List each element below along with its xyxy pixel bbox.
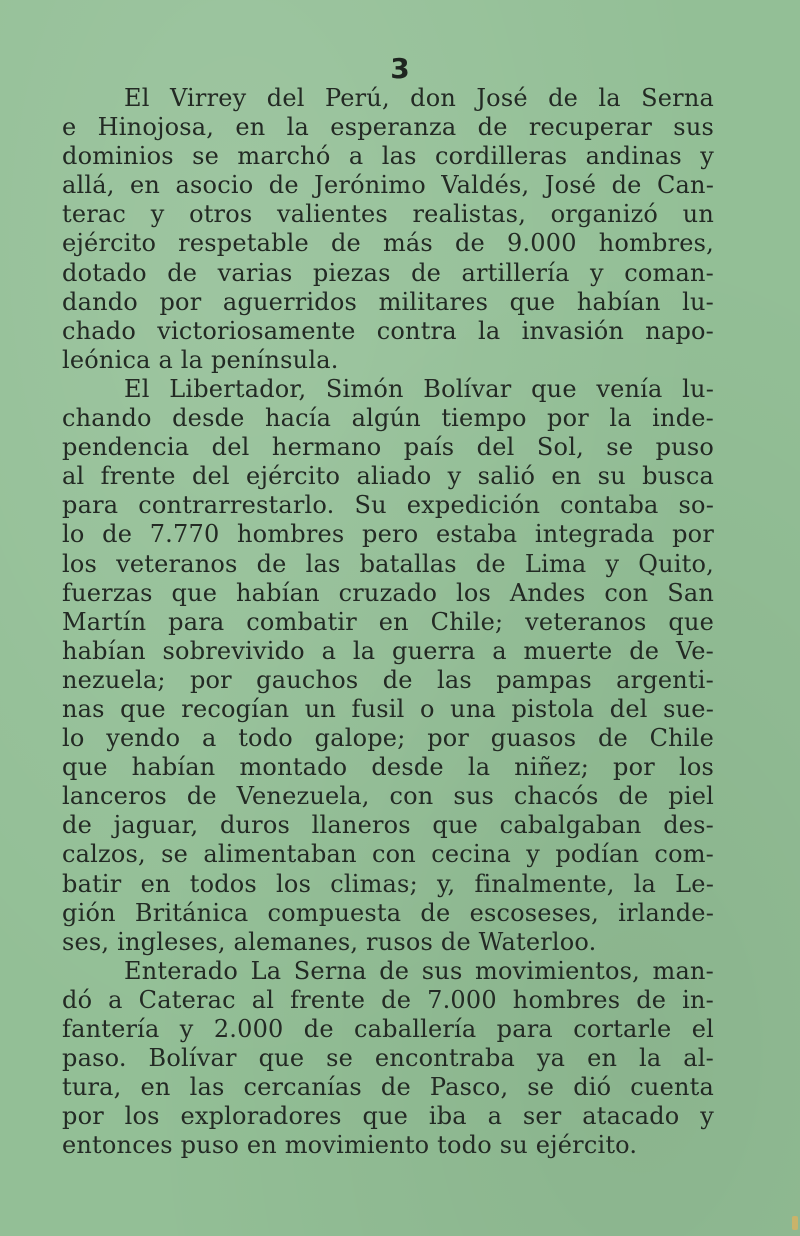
text-line: calzos, se alimentaban con cecina y podían com- (62, 840, 714, 869)
text-line: al frente del ejército aliado y salió en su busca (62, 462, 714, 491)
text-line: habían sobrevivido a la guerra a muerte de Ve- (62, 636, 714, 665)
text-line: gión Británica compuesta de escoseses, irlande- (62, 898, 714, 927)
text-line: lo de 7.770 hombres pero estaba integrada por (62, 520, 714, 549)
text-line: chando desde hacía algún tiempo por la inde- (62, 404, 714, 433)
text-line: nas que recogían un fusil o una pistola del sue- (62, 694, 714, 723)
text-line: e Hinojosa, en la esperanza de recuperar sus (62, 113, 714, 142)
text-line: El Libertador, Simón Bolívar que venía lu- (124, 374, 714, 403)
text-line: lo yendo a todo galope; por guasos de Chile (62, 724, 714, 753)
text-line: fantería y 2.000 de caballería para cortarle el (62, 1015, 714, 1043)
text-line: dominios se marchó a las cordilleras andinas y (62, 142, 714, 171)
text-line: entonces puso en movimiento todo su ejército. (62, 1131, 638, 1160)
text-line: El Virrey del Perú, don José de la Serna (124, 84, 714, 112)
text-line: pendencia del hermano país del Sol, se puso (62, 433, 714, 462)
text-line: leónica a la península. (62, 345, 339, 374)
text-line: Enterado La Serna de sus movimientos, man- (124, 956, 714, 985)
text-line: paso. Bolívar que se encontraba ya en la al- (62, 1044, 714, 1073)
text-line: los veteranos de las batallas de Lima y Quito, (62, 549, 714, 578)
page-number: 3 (390, 52, 410, 85)
text-line: por los exploradores que iba a ser atacado y (62, 1102, 714, 1131)
text-line: fuerzas que habían cruzado los Andes con San (62, 578, 714, 607)
text-line: de jaguar, duros llaneros que cabalgaban des- (62, 811, 714, 840)
page-edge-mark (792, 1216, 798, 1230)
text-line: nezuela; por gauchos de las pampas argenti- (62, 665, 714, 694)
text-line: para contrarrestarlo. Su expedición contaba so- (62, 491, 714, 520)
text-line: batir en todos los climas; y, finalmente, la Le- (62, 869, 714, 898)
text-line: dó a Caterac al frente de 7.000 hombres de in- (62, 985, 714, 1014)
text-line: chado victoriosamente contra la invasión napo- (62, 316, 714, 345)
body-text (62, 84, 714, 1160)
text-line: ejército respetable de más de 9.000 hombres, (62, 229, 714, 258)
text-line: lanceros de Venezuela, con sus chacós de piel (62, 782, 714, 811)
text-line: dando por aguerridos militares que habían lu- (62, 287, 714, 316)
text-line: terac y otros valientes realistas, organizó un (62, 200, 714, 229)
text-line: tura, en las cercanías de Pasco, se dió cuenta (62, 1073, 714, 1102)
text-line: allá, en asocio de Jerónimo Valdés, José de Can- (62, 171, 714, 200)
text-line: dotado de varias piezas de artillería y coman- (62, 258, 714, 287)
text-line: ses, ingleses, alemanes, rusos de Waterloo. (62, 927, 597, 956)
text-line: Martín para combatir en Chile; veteranos que (62, 607, 714, 636)
text-line: que habían montado desde la niñez; por los (62, 753, 714, 782)
